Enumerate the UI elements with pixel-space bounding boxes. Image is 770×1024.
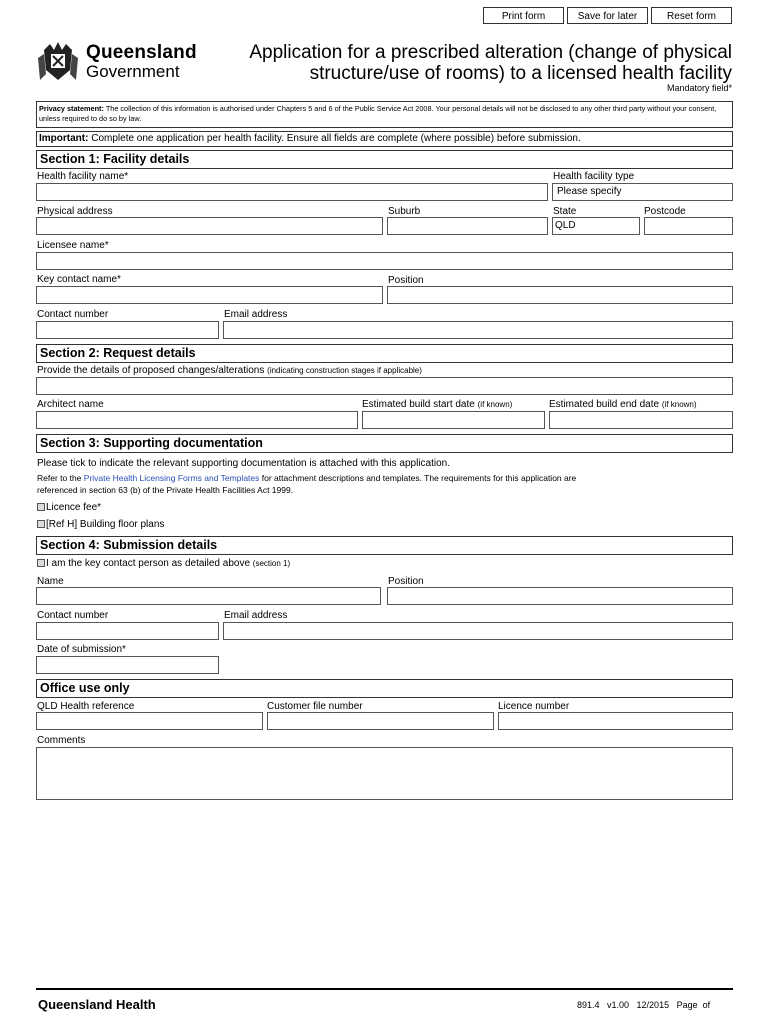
- end-date-input[interactable]: [549, 411, 733, 429]
- section-3-header: Section 3: Supporting documentation: [36, 434, 733, 453]
- footer-info: 891.4 v1.00 12/2015 Page of: [577, 1000, 711, 1010]
- licensee-label: Licensee name*: [37, 240, 109, 251]
- section-4-header: Section 4: Submission details: [36, 536, 733, 555]
- reset-form-button[interactable]: Reset form: [651, 7, 732, 24]
- section-1-header: Section 1: Facility details: [36, 150, 733, 169]
- suburb-label: Suburb: [388, 206, 421, 217]
- logo-line1: Queensland: [86, 42, 197, 63]
- sub-contact-number-input[interactable]: [36, 622, 219, 640]
- start-date-label: [362, 399, 512, 410]
- coat-of-arms-icon: [36, 40, 80, 84]
- comments-label: Comments: [37, 735, 86, 746]
- qld-ref-label: QLD Health reference: [37, 701, 135, 712]
- important-text: Complete one application per health facility. Ensure all fields are complete (where possible) before submission.: [91, 133, 581, 144]
- postcode-input[interactable]: [644, 217, 733, 235]
- contact-number-input[interactable]: [36, 321, 219, 339]
- refer-post: for attachment descriptions and templates. The requirements for this application are: [261, 473, 577, 483]
- key-contact-cb-note: (section 1): [252, 559, 291, 568]
- licence-fee-row: [37, 502, 101, 513]
- physical-address-label: Physical address: [37, 206, 113, 217]
- qld-ref-input[interactable]: [36, 712, 263, 730]
- mandatory-note: Mandatory field*: [666, 83, 732, 93]
- end-date-if-known: (if known): [661, 400, 697, 409]
- licence-number-input[interactable]: [498, 712, 733, 730]
- print-form-button[interactable]: Print form: [483, 7, 564, 24]
- licence-fee-label: Licence fee*: [46, 502, 102, 513]
- facility-type-label: Health facility type: [553, 171, 635, 182]
- details-label-note: (indicating construction stages if applicable): [267, 366, 422, 375]
- sub-position-label: Position: [388, 576, 424, 587]
- title-line1: Application for a prescribed alteration (change of physical: [249, 42, 732, 63]
- footer-divider: [36, 988, 733, 990]
- suburb-input[interactable]: [387, 217, 548, 235]
- supporting-intro: Please tick to indicate the relevant supporting documentation is attached with this application.: [37, 458, 451, 469]
- postcode-label: Postcode: [644, 206, 686, 217]
- forms-templates-link[interactable]: Private Health Licensing Forms and Templates: [83, 473, 260, 483]
- save-for-later-button[interactable]: Save for later: [567, 7, 648, 24]
- facility-name-input[interactable]: [36, 183, 548, 201]
- floor-plans-row: [37, 519, 164, 530]
- contact-number-label: Contact number: [37, 309, 109, 320]
- important-note: [36, 131, 733, 147]
- start-date-input[interactable]: [362, 411, 545, 429]
- floor-plans-checkbox[interactable]: [37, 520, 45, 528]
- architect-input[interactable]: [36, 411, 358, 429]
- sub-email-label: Email address: [224, 610, 288, 621]
- facility-type-select[interactable]: Please specify: [552, 183, 733, 201]
- state-input[interactable]: QLD: [552, 217, 640, 235]
- page-title: [212, 42, 732, 84]
- floor-plans-label: [Ref H] Building floor plans: [46, 519, 165, 530]
- date-submission-input[interactable]: [36, 656, 219, 674]
- architect-label: Architect name: [37, 399, 104, 410]
- key-contact-cb-label: I am the key contact person as detailed above: [46, 558, 251, 569]
- title-line2: structure/use of rooms) to a licensed health facility: [309, 63, 732, 84]
- position-input[interactable]: [387, 286, 733, 304]
- sub-name-label: Name: [37, 576, 64, 587]
- state-label: State: [553, 206, 577, 217]
- sub-position-input[interactable]: [387, 587, 733, 605]
- section-2-header: Section 2: Request details: [36, 344, 733, 363]
- privacy-text: The collection of this information is authorised under Chapters 5 and 6 of the Public Service Act 2008. Your personal details will not be disclosed to any other third party without your consent, unless required to do so by law.: [39, 104, 717, 123]
- date-submission-label: Date of submission*: [37, 644, 126, 655]
- licence-number-label: Licence number: [498, 701, 570, 712]
- qld-government-logo: [36, 40, 196, 84]
- details-label-text: Provide the details of proposed changes/alterations: [37, 365, 265, 376]
- key-contact-row: [37, 558, 290, 569]
- details-input[interactable]: [36, 377, 733, 395]
- customer-file-label: Customer file number: [267, 701, 363, 712]
- privacy-label: Privacy statement:: [39, 104, 104, 113]
- details-label: [37, 365, 422, 376]
- comments-textarea[interactable]: [36, 747, 733, 800]
- facility-name-label: Health facility name*: [37, 171, 129, 182]
- office-use-header: Office use only: [36, 679, 733, 698]
- key-contact-checkbox[interactable]: [37, 559, 45, 567]
- refer-pre: Refer to the: [37, 473, 82, 483]
- sub-name-input[interactable]: [36, 587, 381, 605]
- licensee-input[interactable]: [36, 252, 733, 270]
- key-contact-label: Key contact name*: [37, 274, 121, 285]
- logo-line2: Government: [86, 62, 180, 81]
- privacy-statement: [36, 101, 733, 128]
- start-date-if-known: (if known): [477, 400, 513, 409]
- physical-address-input[interactable]: [36, 217, 383, 235]
- end-date-label: [549, 399, 697, 410]
- footer-org: Queensland Health: [38, 997, 156, 1012]
- end-date-label-text: Estimated build end date: [549, 399, 660, 410]
- refer-line2: referenced in section 63 (b) of the Private Health Facilities Act 1999.: [37, 485, 294, 495]
- email-label: Email address: [224, 309, 288, 320]
- important-label: Important:: [39, 133, 89, 144]
- sub-email-input[interactable]: [223, 622, 733, 640]
- email-input[interactable]: [223, 321, 733, 339]
- start-date-label-text: Estimated build start date: [362, 399, 475, 410]
- sub-contact-number-label: Contact number: [37, 610, 109, 621]
- customer-file-input[interactable]: [267, 712, 494, 730]
- licence-fee-checkbox[interactable]: [37, 503, 45, 511]
- supporting-refer: [37, 472, 727, 496]
- position-label: Position: [388, 275, 424, 286]
- key-contact-input[interactable]: [36, 286, 383, 304]
